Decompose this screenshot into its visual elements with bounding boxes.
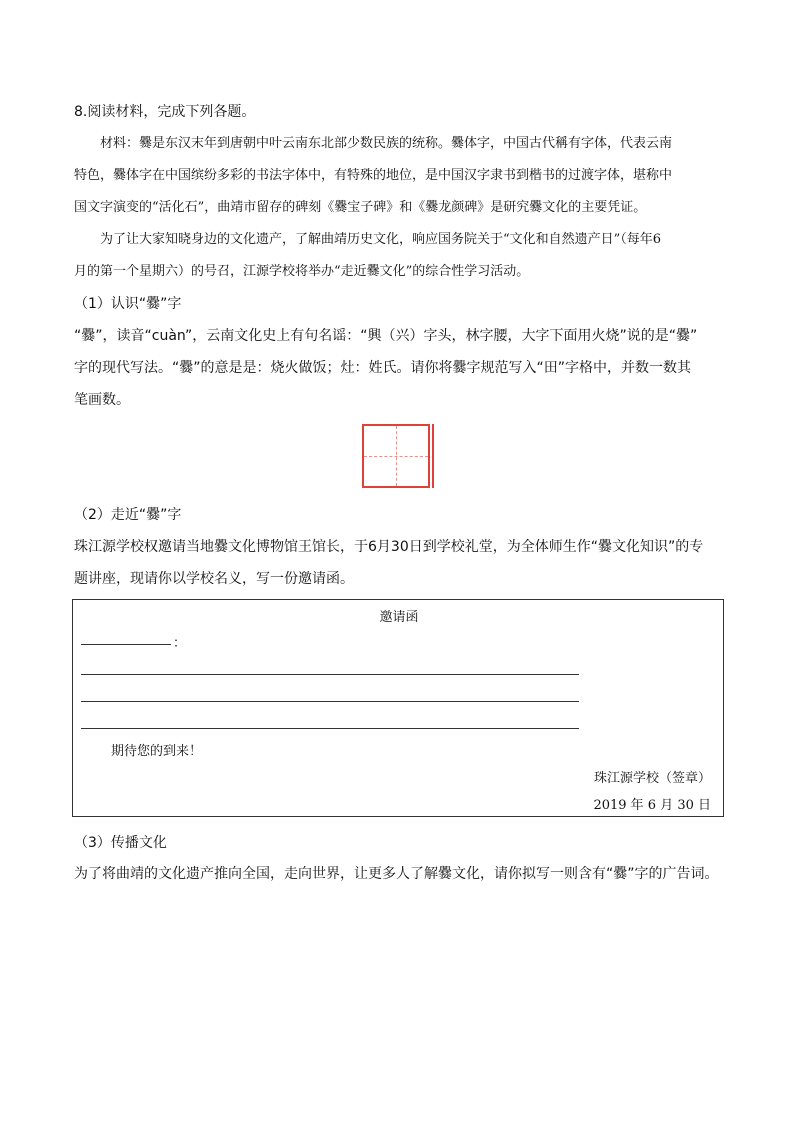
salutation-blank[interactable] xyxy=(81,644,171,645)
invitation-letter-box xyxy=(72,599,724,817)
invitation-closing: 期待您的到来！ xyxy=(111,744,203,759)
part3-line-1: 为了将曲靖的文化遗产推向全国，走向世界，让更多人了解爨文化，请你拟写一则含有“爨”字的广告词。 xyxy=(74,866,719,882)
part2-line-1: 珠江源学校权邀请当地爨文化博物馆王馆长，于6月30日到学校礼堂，为全体师生作“爨文化知识”的专 xyxy=(74,539,704,555)
material-line-3: 国文字演变的“活化石”，曲靖市留存的碑刻《爨宝子碑》和《爨龙颜碑》是研究爨文化的主要凭证。 xyxy=(74,200,647,215)
tianzige-writing-box[interactable] xyxy=(362,424,430,488)
part2-line-2: 题讲座，现请你以学校名义，写一份邀请函。 xyxy=(74,571,354,587)
part2-title: （2）走近“爨”字 xyxy=(74,507,182,523)
salutation-colon: ： xyxy=(173,636,187,651)
material-line-1: 材料：爨是东汉末年到唐朝中叶云南东北部少数民族的统称。爨体字，中国古代稱有字体，代表云南 xyxy=(100,136,673,151)
invitation-signature: 珠江源学校（签章） xyxy=(593,771,711,786)
part3-title: （3）传播文化 xyxy=(74,835,167,851)
part1-line-2: 字的现代写法。“爨”的意是是：烧火做饭；灶：姓氏。请你将爨字规范写入“田”字格中，并数一数其 xyxy=(74,360,692,376)
context-line-2: 月的第一个星期六）的号召，江源学校将举办“走近爨文化”的综合性学习活动。 xyxy=(74,264,530,279)
answer-line-1[interactable] xyxy=(81,674,579,675)
part1-line-3: 笔画数。 xyxy=(74,392,130,408)
invitation-date: 2019 年 6 月 30 日 xyxy=(593,798,711,813)
answer-line-3[interactable] xyxy=(81,728,579,729)
material-line-2: 特色，爨体字在中国缤纷多彩的书法字体中，有特殊的地位，是中国汉字隶书到楷书的过渡字体，堪称中 xyxy=(74,168,673,183)
part1-line-1: “爨”，读音“cuàn”，云南文化史上有句名谣：“興（兴）字头，林字腰，大字下面用火烧”说的是“爨” xyxy=(74,328,698,344)
answer-line-2[interactable] xyxy=(81,701,579,702)
invitation-title: 邀请函 xyxy=(379,610,419,625)
part1-title: （1）认识“爨”字 xyxy=(74,296,182,312)
question-heading: 8.阅读材料，完成下列各题。 xyxy=(74,104,256,120)
context-line-1: 为了让大家知晓身边的文化遗产，了解曲靖历史文化，响应国务院关于“文化和自然遗产日”（每年6 xyxy=(100,232,662,247)
